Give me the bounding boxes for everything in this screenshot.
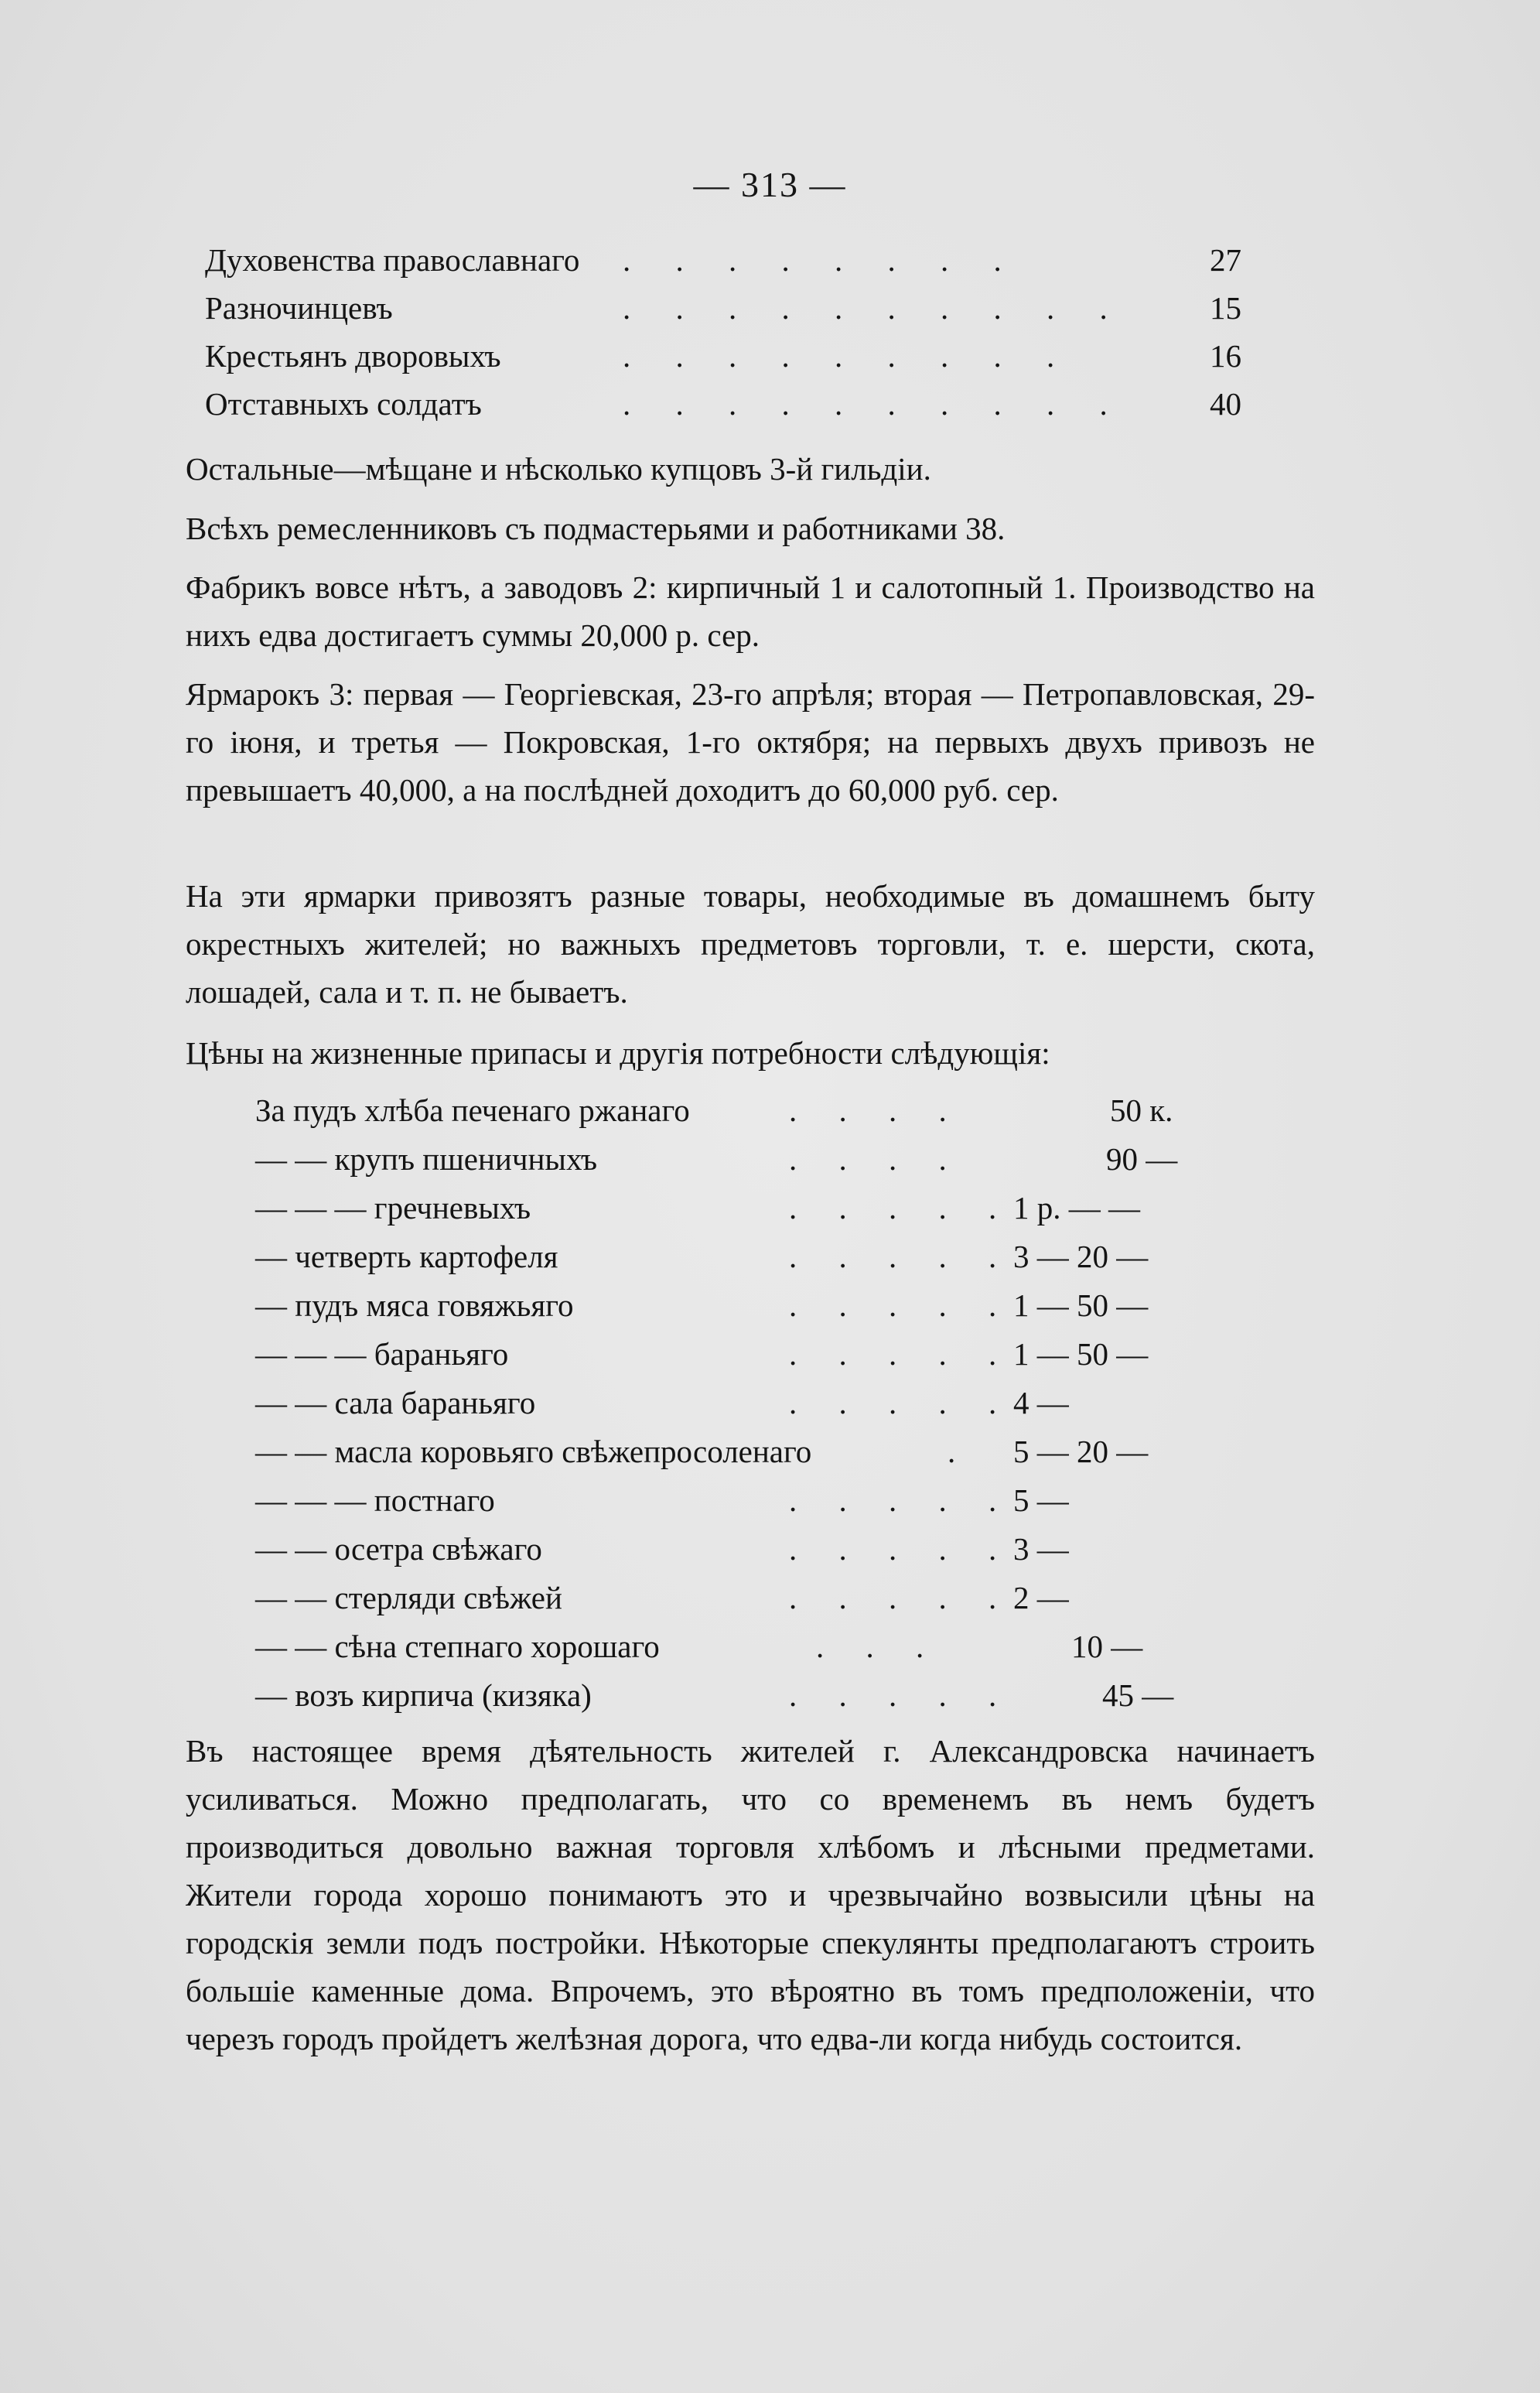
paragraph-merchants: Остальные—мѣщане и нѣсколько купцовъ 3-й гильдiи. <box>186 451 931 487</box>
item-price: 1 — 50 — <box>1013 1336 1149 1372</box>
item-name: — — сала бараньяго <box>255 1385 536 1420</box>
dot-leader: . . . . . <box>789 1239 1014 1274</box>
table-row <box>205 332 1241 380</box>
list-item <box>186 1086 1269 1135</box>
item-price: 45 — <box>1102 1677 1174 1713</box>
list-item <box>186 1525 1269 1574</box>
dot-leader: . . . . <box>789 1092 964 1128</box>
row-value: 40 <box>1210 386 1241 422</box>
item-price: 5 — 20 — <box>1013 1434 1149 1469</box>
dot-leader: . . . . . . . . . . <box>623 386 1126 422</box>
item-price: 10 — <box>1071 1629 1143 1664</box>
list-item <box>186 1379 1269 1427</box>
item-name: — — масла коровьяго свѣжепросоленаго <box>255 1434 812 1469</box>
item-price: 1 — 50 — <box>1013 1287 1149 1323</box>
dot-leader: . . . . <box>789 1141 964 1177</box>
dot-leader: . . . . . <box>789 1531 1014 1567</box>
dot-leader: . . . . . <box>789 1336 1014 1372</box>
dot-leader: . . . . . <box>789 1385 1014 1420</box>
row-value: 16 <box>1210 338 1241 374</box>
population-table <box>205 236 1241 428</box>
list-item <box>186 1476 1269 1525</box>
item-price: 90 — <box>1106 1141 1178 1177</box>
item-price: 3 — 20 — <box>1013 1239 1149 1274</box>
dot-leader: . . . . . . . . <box>623 242 1020 278</box>
item-name: — — крупъ пшеничныхъ <box>255 1141 598 1177</box>
row-label: Духовенства православнаго <box>205 242 580 278</box>
paragraph-goods: На эти ярмарки привозятъ разные товары, необходимые въ домашнемъ быту окрестныхъ жителей; но важныхъ предметовъ торговли, т. е. шерсти, скота, лошадей, сала и т. п. не бываетъ. <box>186 878 1315 1010</box>
dot-leader: . . . . . <box>789 1580 1014 1615</box>
item-name: — четверть картофеля <box>255 1239 558 1274</box>
row-label: Отставныхъ солдатъ <box>205 386 482 422</box>
dot-leader: . . . . . <box>789 1677 1014 1713</box>
list-item <box>186 1232 1269 1281</box>
item-price: 5 — <box>1013 1482 1069 1518</box>
item-name: — — осетра свѣжаго <box>255 1531 542 1567</box>
paragraph-prices-intro: Цѣны на жизненные припасы и другiя потребности слѣдующiя: <box>186 1035 1050 1071</box>
dot-leader: . . . . . <box>789 1482 1014 1518</box>
item-price: 3 — <box>1013 1531 1069 1567</box>
item-price: 1 р. — — <box>1013 1190 1140 1226</box>
paragraph-closing: Въ настоящее время дѣятельность жителей г. Александровска начинаетъ усиливаться. Можно предполагать, что со временемъ въ немъ будетъ производиться довольно важная торговля хлѣбомъ и лѣсными предметами. Жители города хорошо понимаютъ это и чрезвычайно возвысили цѣны на городскiя земли подъ постройки. Нѣкоторые спекулянты предполагаютъ строить большiе каменные дома. Впрочемъ, это вѣроятно въ томъ предположенiи, что черезъ городъ пройдетъ желѣзная дорога, что едва-ли когда нибудь состоится. <box>186 1733 1315 2056</box>
dot-leader: . . . <box>816 1629 941 1664</box>
table-row <box>205 380 1241 428</box>
item-price: 50 к. <box>1110 1092 1173 1128</box>
item-name: — пудъ мяса говяжьяго <box>255 1287 574 1323</box>
table-row <box>205 236 1241 284</box>
list-item <box>186 1330 1269 1379</box>
price-list <box>186 1086 1269 1720</box>
list-item <box>186 1281 1269 1330</box>
paragraph-fairs: Ярмарокъ 3: первая — Георгiевская, 23-го апрѣля; вторая — Петропавловская, 29-го iюня, и третья — Покровская, 1-го октября; на первыхъ двухъ привозъ не превышаетъ 40,000, а на послѣдней доходитъ до 60,000 руб. сер. <box>186 676 1315 808</box>
row-value: 27 <box>1210 242 1241 278</box>
row-value: 15 <box>1210 290 1241 326</box>
item-price: 4 — <box>1013 1385 1069 1420</box>
row-label: Крестьянъ дворовыхъ <box>205 338 501 374</box>
item-name: — — — гречневыхъ <box>255 1190 531 1226</box>
list-item <box>186 1135 1269 1184</box>
list-item <box>186 1184 1269 1232</box>
item-price: 2 — <box>1013 1580 1069 1615</box>
dot-leader: . . . . . . . . . <box>623 338 1074 374</box>
list-item <box>186 1622 1269 1671</box>
row-label: Разночинцевъ <box>205 290 393 326</box>
dot-leader: . . . . . <box>789 1287 1014 1323</box>
item-name: — — стерляди свѣжей <box>255 1580 562 1615</box>
list-item <box>186 1574 1269 1622</box>
paragraph-factories: Фабрикъ вовсе нѣтъ, а заводовъ 2: кирпичный 1 и салотопный 1. Производство на нихъ едва достигаетъ суммы 20,000 р. сер. <box>186 569 1315 653</box>
item-name: За пудъ хлѣба печенаго ржанаго <box>255 1092 690 1128</box>
dot-leader: . . . . . <box>789 1190 1014 1226</box>
item-name: — возъ кирпича (кизяка) <box>255 1677 592 1713</box>
paragraph-craftsmen: Всѣхъ ремесленниковъ съ подмастерьями и работниками 38. <box>186 511 1006 546</box>
list-item <box>186 1427 1269 1476</box>
item-name: — — — постнаго <box>255 1482 495 1518</box>
item-name: — — сѣна степнаго хорошаго <box>255 1629 660 1664</box>
item-name: — — — бараньяго <box>255 1336 509 1372</box>
page-number: — 313 — <box>693 165 847 204</box>
table-row <box>205 284 1241 332</box>
list-item <box>186 1671 1269 1720</box>
dot-leader: . <box>948 1434 973 1469</box>
dot-leader: . . . . . . . . . . <box>623 290 1126 326</box>
